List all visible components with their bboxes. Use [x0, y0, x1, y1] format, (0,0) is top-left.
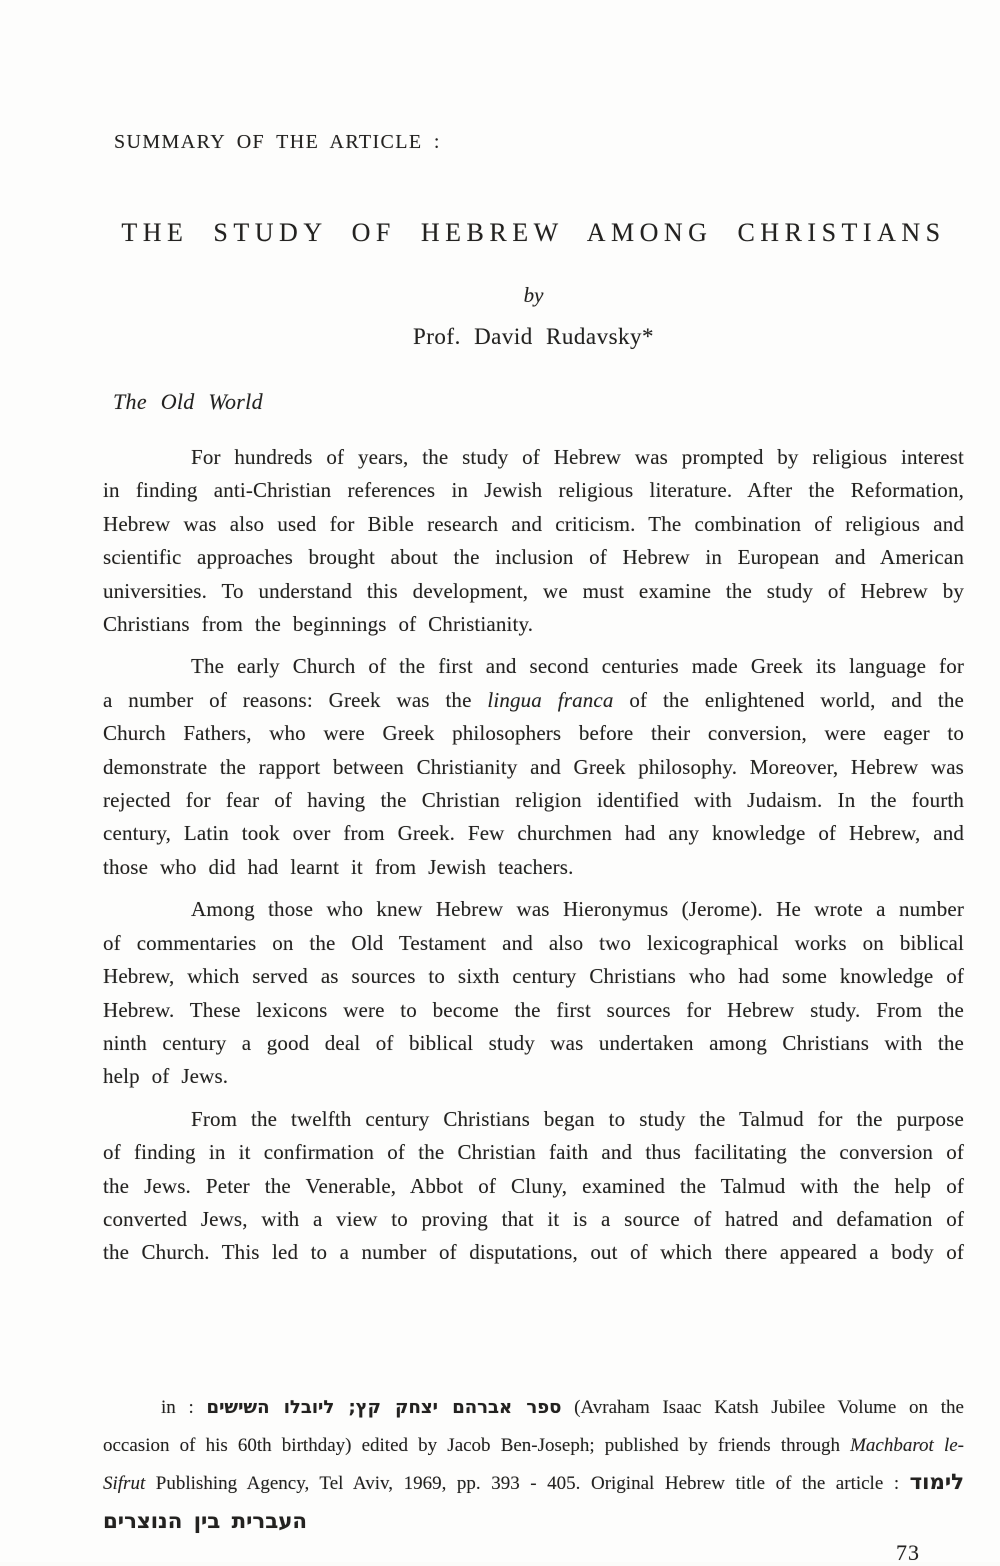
article-title: THE STUDY OF HEBREW AMONG CHRISTIANS: [103, 218, 964, 248]
paragraph-4: From the twelfth century Christians began to study the Talmud for the purpose of finding in it confirmation of the Christian faith and thus facilitating the conversion of the Jews. Peter the Venerable, Abbot of Cluny, examined the Talmud with the help of converted Jews, with a view to proving that it is a source of hatred and defamation of the Church. This led to a number of disputations, out of which there appeared a body of: [103, 1103, 964, 1270]
paragraph-1: For hundreds of years, the study of Hebrew was prompted by religious interest in finding anti-Christian references in Jewish religious literature. After the Reformation, Hebrew was also used for Bible research and criticism. The combination of religious and scientific approaches brought about the inclusion of Hebrew in European and American universities. To understand this development, we must examine the study of Hebrew by Christians from the beginnings of Christianity.: [103, 441, 964, 641]
footnote: in : ספר אברהם יצחק קץ; ליובלו השישים (Avraham Isaac Katsh Jubilee Volume on the occasion of his 60th birthday) edited by Jacob Ben-Joseph; published by friends through Machbarot le-Sifrut Publishing Agency, Tel Aviv, 1969, pp. 393 - 405. Original Hebrew title of the article : לימוד העברית בין הנוצרים: [103, 1389, 964, 1541]
author-name: Prof. David Rudavsky*: [103, 324, 964, 350]
paragraph-3: Among those who knew Hebrew was Hieronymus (Jerome). He wrote a number of commentaries on the Old Testament and also two lexicographical works on biblical Hebrew, which served as sources to sixth century Christians who had some knowledge of Hebrew. These lexicons were to become the first sources for Hebrew study. From the ninth century a good deal of biblical study was undertaken among Christians with the help of Jews.: [103, 893, 964, 1093]
section-heading: The Old World: [113, 389, 263, 415]
summary-label: SUMMARY OF THE ARTICLE :: [114, 131, 441, 154]
article-body: [103, 441, 964, 1279]
paragraph-2: The early Church of the first and second centuries made Greek its language for a number of reasons: Greek was the lingua franca of the enlightened world, and the Church Fathers, who were Greek philosophers before their conversion, were eager to demonstrate the rapport between Christianity and Greek philosophy. Moreover, Hebrew was rejected for fear of having the Christian religion identified with Judaism. In the fourth century, Latin took over from Greek. Few churchmen had any knowledge of Hebrew, and those who did had learnt it from Jewish teachers.: [103, 650, 964, 884]
page-number: 73: [896, 1540, 920, 1566]
byline: by: [103, 283, 964, 308]
